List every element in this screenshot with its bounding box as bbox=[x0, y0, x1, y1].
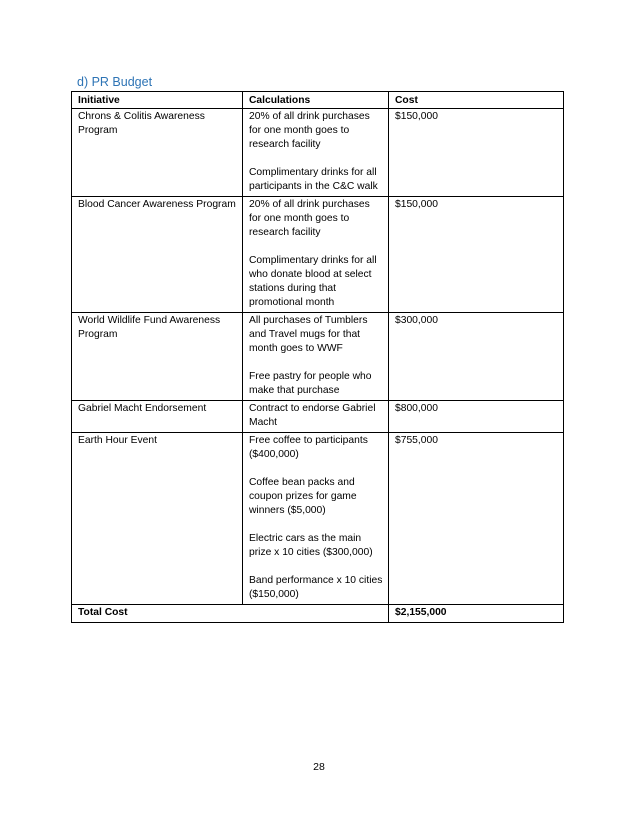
cost-cell: $800,000 bbox=[389, 401, 564, 433]
calculations-cell bbox=[243, 433, 389, 605]
cost-cell: $150,000 bbox=[389, 197, 564, 313]
table-header-row bbox=[72, 92, 564, 109]
calculation-line: Free pastry for people who make that purchase bbox=[249, 371, 372, 396]
calculation-line: Free coffee to participants ($400,000) bbox=[249, 435, 368, 460]
header-calculations: Calculations bbox=[243, 92, 389, 109]
calculation-line: Complimentary drinks for all participants in the C&C walk bbox=[249, 167, 378, 192]
header-cost: Cost bbox=[389, 92, 564, 109]
initiative-cell: World Wildlife Fund Awareness Program bbox=[72, 313, 243, 401]
total-label: Total Cost bbox=[72, 605, 389, 623]
page-number: 28 bbox=[313, 761, 325, 773]
cost-cell: $300,000 bbox=[389, 313, 564, 401]
table-row bbox=[72, 197, 564, 313]
calculation-line: 20% of all drink purchases for one month goes to research facility bbox=[249, 111, 370, 150]
calculations-cell bbox=[243, 313, 389, 401]
table-row bbox=[72, 109, 564, 197]
cost-cell: $150,000 bbox=[389, 109, 564, 197]
pr-budget-table bbox=[71, 91, 564, 623]
calculation-line: Electric cars as the main prize x 10 cities ($300,000) bbox=[249, 533, 373, 558]
calculations-cell bbox=[243, 401, 389, 433]
cost-cell: $755,000 bbox=[389, 433, 564, 605]
calculation-line: Contract to endorse Gabriel Macht bbox=[249, 403, 376, 428]
total-value: $2,155,000 bbox=[389, 605, 564, 623]
table-row bbox=[72, 313, 564, 401]
initiative-cell: Gabriel Macht Endorsement bbox=[72, 401, 243, 433]
calculation-line: Complimentary drinks for all who donate blood at select stations during that promotional month bbox=[249, 255, 377, 308]
calculation-line: Coffee bean packs and coupon prizes for game winners ($5,000) bbox=[249, 477, 357, 516]
calculations-cell bbox=[243, 197, 389, 313]
initiative-cell: Blood Cancer Awareness Program bbox=[72, 197, 243, 313]
initiative-cell: Earth Hour Event bbox=[72, 433, 243, 605]
initiative-cell: Chrons & Colitis Awareness Program bbox=[72, 109, 243, 197]
total-row bbox=[72, 605, 564, 623]
section-title: d) PR Budget bbox=[77, 75, 153, 89]
table-row bbox=[72, 433, 564, 605]
calculations-cell bbox=[243, 109, 389, 197]
calculation-line: All purchases of Tumblers and Travel mugs for that month goes to WWF bbox=[249, 315, 368, 354]
calculation-line: Band performance x 10 cities ($150,000) bbox=[249, 575, 383, 600]
header-initiative: Initiative bbox=[72, 92, 243, 109]
calculation-line: 20% of all drink purchases for one month goes to research facility bbox=[249, 199, 370, 238]
table-row bbox=[72, 401, 564, 433]
